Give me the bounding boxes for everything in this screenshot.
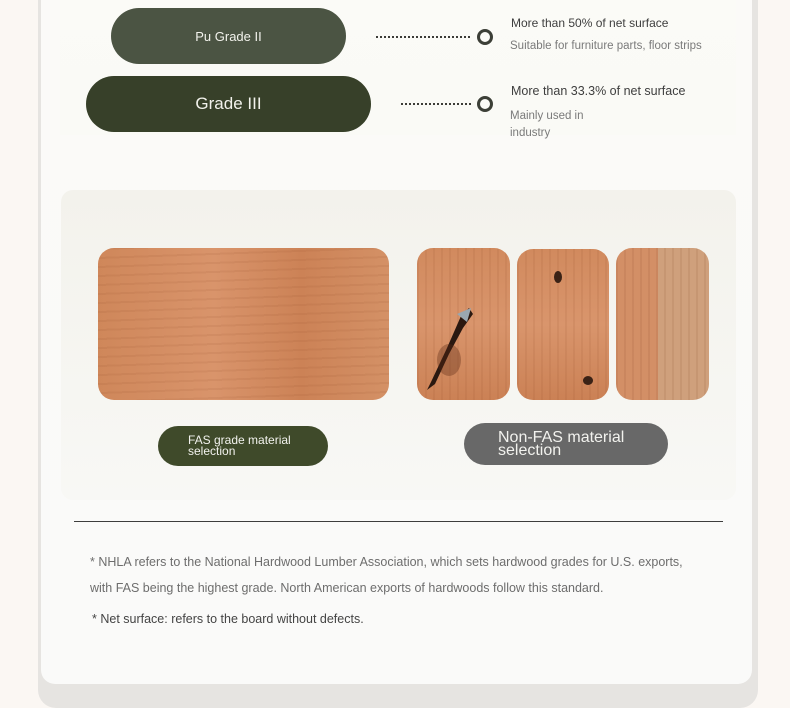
grade-ii-usage: Suitable for furniture parts, floor strips (510, 40, 702, 52)
net-surface-footnote: * Net surface: refers to the board without defects. (92, 612, 364, 626)
grade-ii-connector (376, 36, 470, 38)
non-fas-board-image-1 (417, 248, 510, 400)
grade-ii-description: More than 50% of net surface (511, 16, 669, 30)
crack-defect-icon (417, 248, 510, 400)
nhla-footnote-line-2: with FAS being the highest grade. North American exports of hardwoods follow this standard. (90, 581, 604, 595)
grade-ii-label: Pu Grade II (195, 28, 262, 44)
non-fas-board-image-2 (517, 249, 609, 400)
grade-iii-usage (510, 108, 584, 142)
grade-iii-pill (86, 76, 371, 132)
divider (74, 521, 723, 522)
fas-tag-line: selection (188, 444, 236, 458)
non-fas-selection-tag (464, 423, 668, 465)
grade-iii-usage-line: Mainly used in (510, 110, 584, 122)
grade-iii-description: More than 33.3% of net surface (511, 84, 686, 98)
grade-ii-marker-icon (477, 29, 493, 45)
knot-defect-icon (554, 271, 562, 283)
non-fas-board-image-3 (616, 248, 709, 400)
fas-board-image (98, 248, 389, 400)
fas-tag-line: FAS grade material (188, 433, 291, 447)
fas-selection-tag (158, 426, 328, 466)
non-fas-tag-line: selection (498, 442, 562, 459)
grade-iii-marker-icon (477, 96, 493, 112)
grade-iii-connector (401, 103, 471, 105)
non-fas-tag-line: Non-FAS material (498, 429, 625, 446)
grade-iii-label: Grade III (195, 94, 262, 113)
nhla-footnote-line-1: * NHLA refers to the National Hardwood Lumber Association, which sets hardwood grades for U.S. exports, (90, 555, 683, 569)
knot-defect-icon (583, 376, 593, 385)
grade-ii-pill (111, 8, 346, 64)
grade-iii-usage-line: industry (510, 127, 551, 139)
